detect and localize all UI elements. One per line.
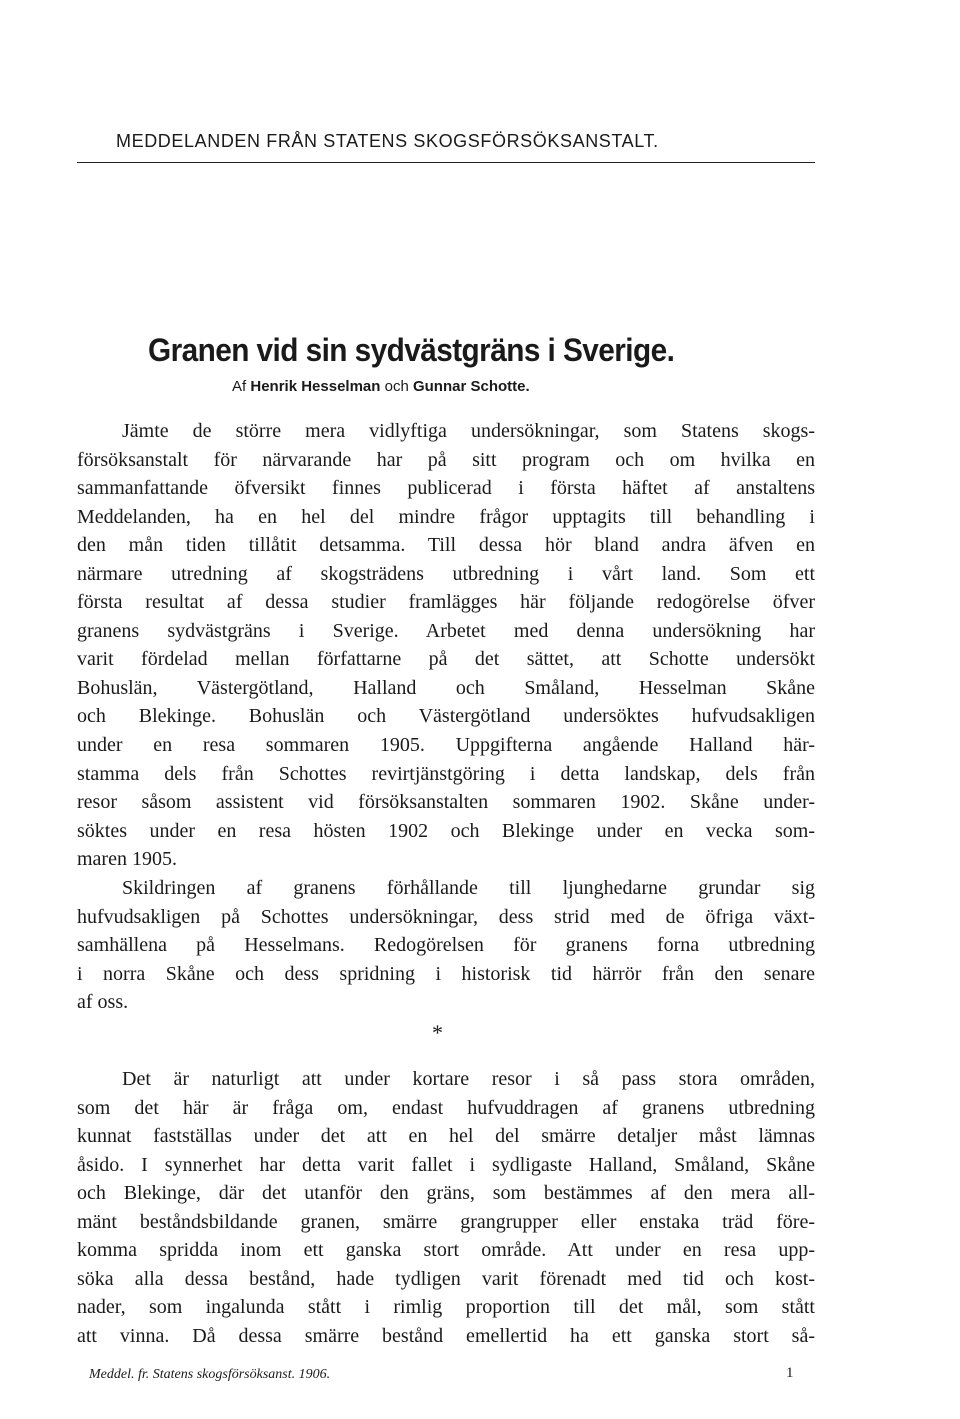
- text-line: samhällena på Hesselmans. Redogörelsen för granens forna utbredning: [77, 934, 815, 957]
- text-line: som det här är fråga om, endast hufvuddragen af granens utbredning: [77, 1096, 815, 1119]
- text-line: söka alla dessa bestånd, hade tydligen varit förenadt med tid och kost-: [77, 1267, 815, 1290]
- text-line: kunnat fastställas under det att en hel del smärre detaljer måst lämnas: [77, 1125, 815, 1148]
- text-line: och Blekinge. Bohuslän och Västergötland undersöktes hufvudsakligen: [77, 705, 815, 728]
- byline-af: Af: [232, 378, 247, 395]
- paragraph-1: [77, 417, 815, 874]
- text-line: komma spridda inom ett ganska stort område. Att under en resa upp-: [77, 1239, 815, 1262]
- text-line: åsido. I synnerhet har detta varit fallet i sydligaste Halland, Småland, Skåne: [77, 1153, 815, 1176]
- text-line: söktes under en resa hösten 1902 och Blekinge under en vecka som-: [77, 819, 815, 842]
- section-break-asterisk: *: [432, 1020, 443, 1045]
- text-line: Det är naturligt att under kortare resor i så pass stora områden,: [122, 1068, 815, 1090]
- text-line: första resultat af dessa studier framlägges här följande redogörelse öfver: [77, 591, 815, 614]
- text-line: granens sydvästgräns i Sverige. Arbetet med denna undersökning har: [77, 619, 815, 642]
- footer-source: Meddel. fr. Statens skogsförsöksanst. 1906.: [89, 1367, 331, 1382]
- text-line: under en resa sommaren 1905. Uppgifterna angående Halland här-: [77, 734, 815, 757]
- byline: [232, 378, 530, 395]
- page-number: 1: [786, 1365, 794, 1381]
- article-title: Granen vid sin sydvästgräns i Sverige.: [148, 332, 675, 368]
- byline-och: och: [384, 378, 409, 395]
- byline-author-1: Henrik Hesselman: [250, 378, 381, 395]
- paragraph-3: [77, 1065, 815, 1350]
- text-line: sammanfattande öfversikt finnes publicerad i första häftet af anstaltens: [77, 477, 815, 500]
- running-head: MEDDELANDEN FRÅN STATENS SKOGSFÖRSÖKSANSTALT.: [116, 131, 659, 151]
- text-line: att vinna. Då dessa smärre bestånd emellertid ha ett ganska stort så-: [77, 1324, 815, 1347]
- header-rule: [77, 162, 815, 163]
- text-line: närmare utredning af skogsträdens utbredning i vårt land. Som ett: [77, 562, 815, 585]
- paragraph-2: [77, 874, 815, 1017]
- text-line: hufvudsakligen på Schottes undersökningar, dess strid med de öfriga växt-: [77, 905, 815, 928]
- byline-author-2: Gunnar Schotte.: [412, 378, 530, 395]
- text-line: maren 1905.: [77, 848, 177, 871]
- text-line: Meddelanden, ha en hel del mindre frågor upptagits till behandling i: [77, 505, 815, 528]
- text-line: försöksanstalt för närvarande har på sitt program och om hvilka en: [77, 448, 815, 471]
- text-line: Bohuslän, Västergötland, Halland och Småland, Hesselman Skåne: [77, 676, 815, 699]
- text-line: stamma dels från Schottes revirtjänstgöring i detta landskap, dels från: [77, 762, 815, 785]
- text-line: mänt beståndsbildande granen, smärre grangrupper eller enstaka träd före-: [77, 1210, 815, 1233]
- text-line: nader, som ingalunda stått i rimlig proportion till det mål, som stått: [77, 1296, 815, 1319]
- text-line: varit fördelad mellan författarne på det sättet, att Schotte undersökt: [77, 648, 815, 671]
- text-line: och Blekinge, där det utanför den gräns, som bestämmes af den mera all-: [77, 1182, 815, 1205]
- text-line: Skildringen af granens förhållande till ljunghedarne grundar sig: [122, 877, 815, 899]
- text-line: af oss.: [77, 991, 129, 1014]
- text-line: Jämte de större mera vidlyftiga undersökningar, som Statens skogs-: [122, 420, 815, 442]
- text-line: resor såsom assistent vid försöksanstalten sommaren 1902. Skåne under-: [77, 791, 815, 814]
- text-line: i norra Skåne och dess spridning i historisk tid härrör från den senare: [77, 962, 815, 985]
- text-line: den mån tiden tillåtit detsamma. Till dessa hör bland andra äfven en: [77, 534, 815, 557]
